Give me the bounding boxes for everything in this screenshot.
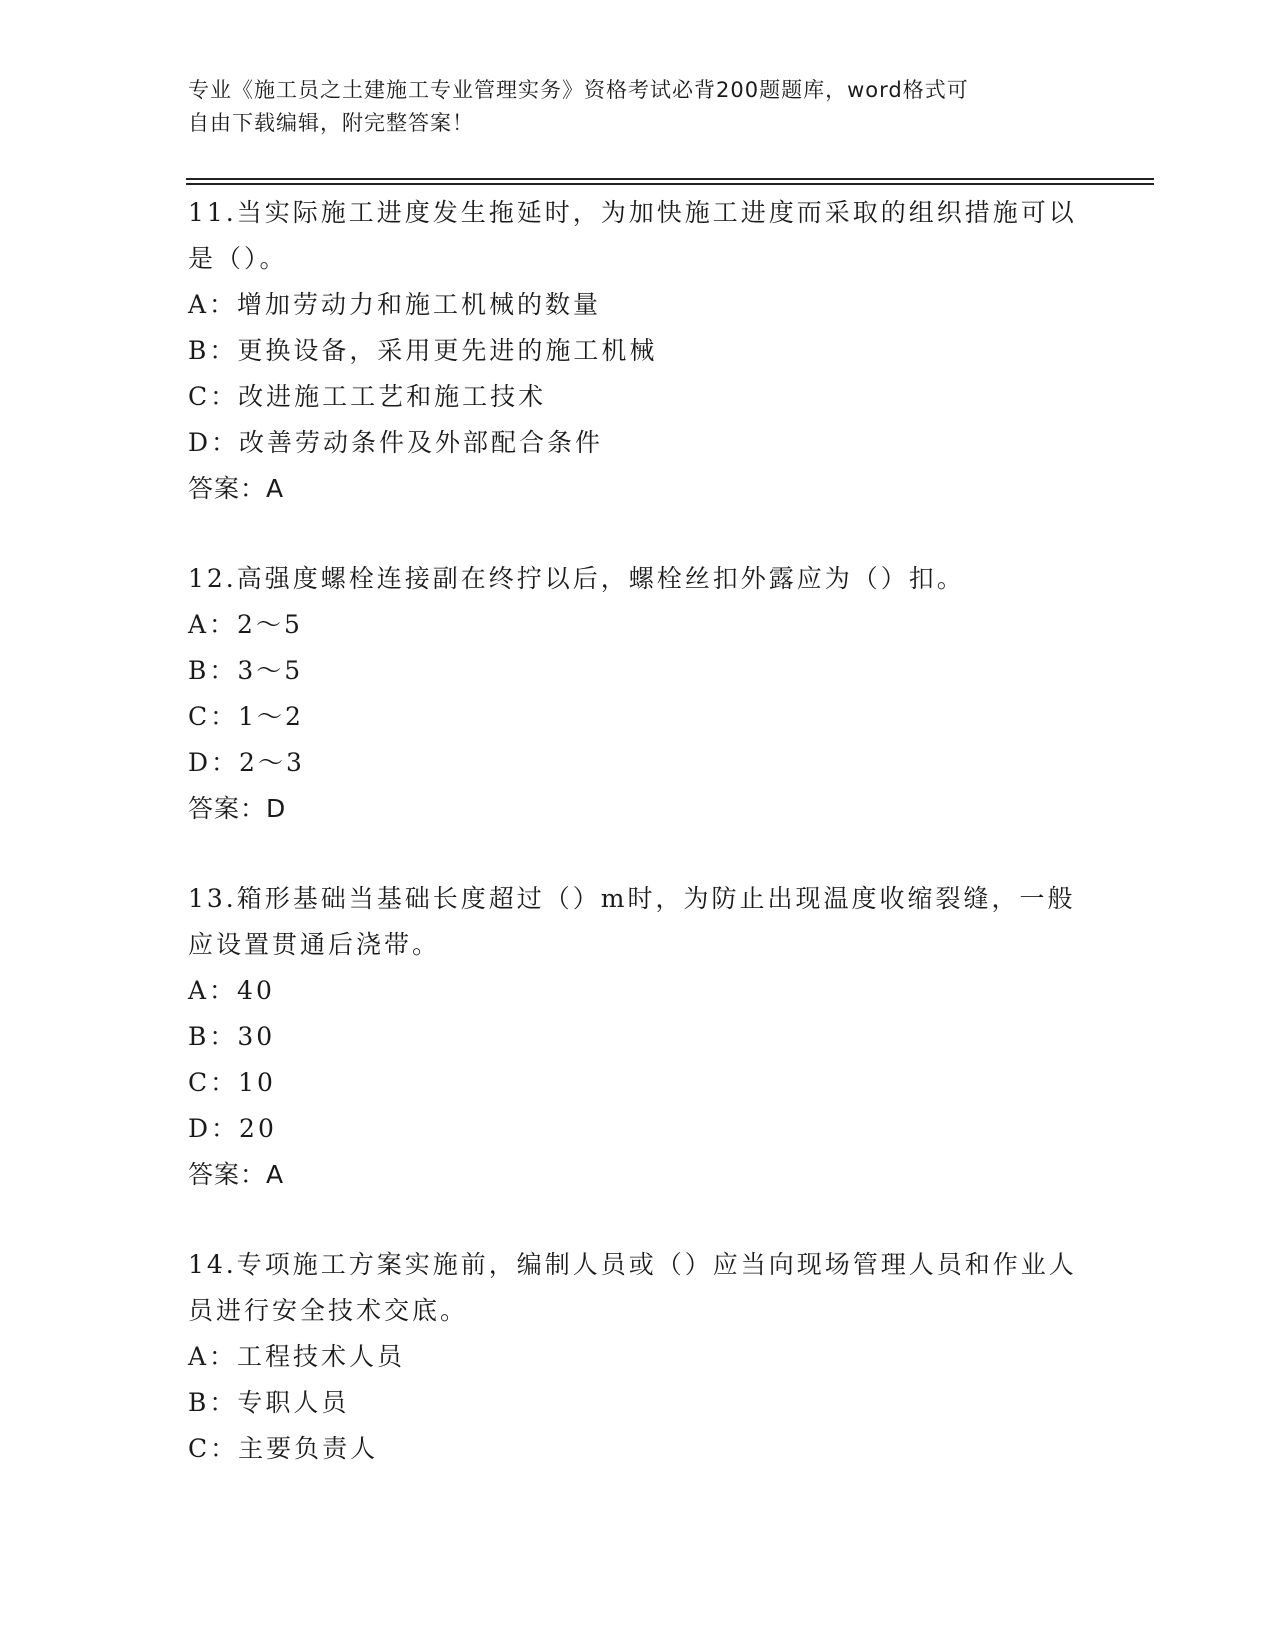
option-b: B：专职人员 [188,1388,350,1417]
question-stem: 14.专项施工方案实施前，编制人员或（）应当向现场管理人员和作业人员进行安全技术交底。 [188,1250,1077,1325]
option-a: A：2～5 [188,610,303,639]
question-13 [188,876,1088,1198]
option-list [188,602,1088,786]
option-a: A：工程技术人员 [188,1342,406,1371]
option-b: B：更换设备，采用更先进的施工机械 [188,336,658,365]
option-d: D：2～3 [188,748,305,777]
question-12 [188,556,1088,832]
header-divider-top [186,178,1154,180]
header-divider-bottom [186,183,1154,185]
option-d: D：改善劳动条件及外部配合条件 [188,428,604,457]
option-c: C：10 [188,1068,276,1097]
question-stem: 12.高强度螺栓连接副在终拧以后，螺栓丝扣外露应为（）扣。 [188,564,965,593]
question-stem: 13.箱形基础当基础长度超过（）m时，为防止出现温度收缩裂缝，一般应设置贯通后浇带。 [188,884,1076,959]
option-b: B：30 [188,1022,276,1051]
header-line-2: 自由下载编辑，附完整答案！ [188,111,474,135]
option-list [188,968,1088,1152]
option-list [188,1334,1088,1472]
header-line-1: 专业《施工员之土建施工专业管理实务》资格考试必背200题题库，word格式可 [188,78,969,102]
answer-line: 答案：A [188,474,285,503]
question-list [188,190,1088,1472]
option-a: A：40 [188,976,275,1005]
option-b: B：3～5 [188,656,304,685]
answer-line: 答案：A [188,1160,285,1189]
option-a: A：增加劳动力和施工机械的数量 [188,290,602,319]
question-11 [188,190,1088,512]
question-14 [188,1242,1088,1472]
option-list [188,282,1088,466]
document-header [188,74,1068,140]
option-c: C：主要负责人 [188,1434,379,1463]
answer-line: 答案：D [188,794,287,823]
question-stem: 11.当实际施工进度发生拖延时，为加快施工进度而采取的组织措施可以是（）。 [188,198,1077,273]
option-c: C：1～2 [188,702,304,731]
option-c: C：改进施工工艺和施工技术 [188,382,547,411]
option-d: D：20 [188,1114,277,1143]
